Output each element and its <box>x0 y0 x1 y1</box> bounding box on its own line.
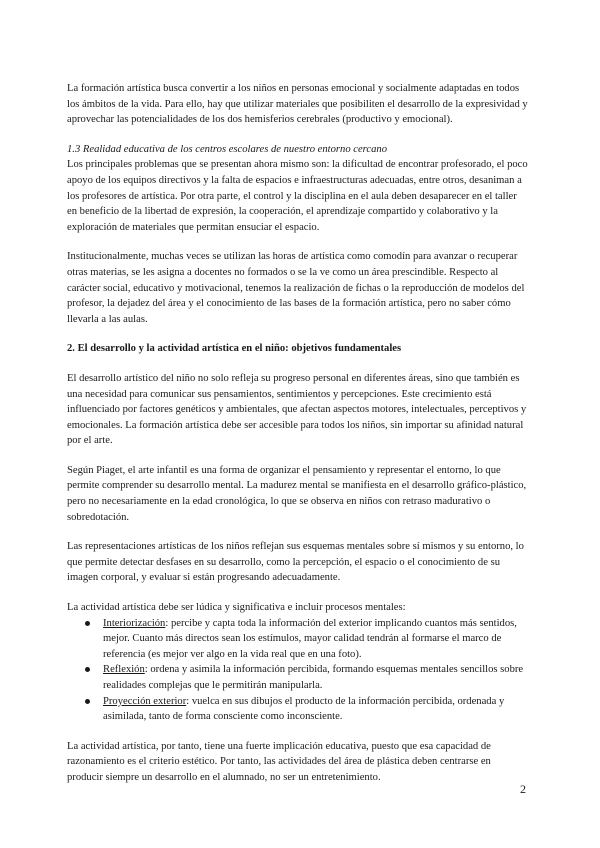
process-description: : vuelca en sus dibujos el producto de la información percibida, ordenada y asimilada, tanto de forma consciente como inconsciente. <box>103 695 505 723</box>
problems-paragraph: Los principales problemas que se presentan ahora mismo son: la dificultad de encontrar profesorado, el poco apoyo de los equipos directivos y la falta de espacios e infraestructuras adecuadas, entre otros, desaniman a los profesores de artística. Por otra parte, el control y la disciplina en el aula deben desaparecer en el taller en beneficio de la libertad de expresión, la cooperación, el aprendizaje compartido y colaborativo y la exploración de materiales que permitan ensuciar el espacio. <box>67 159 528 233</box>
development-paragraph: El desarrollo artístico del niño no solo refleja su progreso personal en diferentes áreas, sino que también es una necesidad para comunicar sus pensamientos, sentimientos y percepciones. Este crecimiento está influenciado por factores genéticos y ambientales, que afectan aspectos motores, intelectuales, perceptivos y emocionales. La formación artística debe ser accesible para todos los niños, sin importar su afinidad natural por el arte. <box>67 372 527 447</box>
subheading-1-3: 1.3 Realidad educativa de los centros escolares de nuestro entorno cercano <box>67 143 387 155</box>
list-item <box>67 616 529 663</box>
process-description: : percibe y capta toda la información del exterior implicando cuantos más sentidos, mejor. Cuanto más directos sean los estímulos, mayor calidad tendrán al formarse el marco de referencia (es mejor ver algo en la vida real que en una foto). <box>103 617 517 660</box>
list-item <box>67 694 529 725</box>
list-intro: La actividad artística debe ser lúdica y significativa e incluir procesos mentales: <box>67 602 406 614</box>
mental-processes-list <box>67 616 529 725</box>
bullet-icon <box>85 699 90 704</box>
page-body <box>67 81 529 800</box>
conclusion-paragraph: La actividad artística, por tanto, tiene una fuerte implicación educativa, puesto que esa capacidad de razonamiento es el criterio estético. Por tanto, las actividades del área de plástica deben centrarse en producir siempre un desarrollo en el alumnado, no ser un entretenimiento. <box>67 740 491 783</box>
representations-paragraph: Las representaciones artísticas de los niños reflejan sus esquemas mentales sobre sí mismos y su entorno, lo que permite detectar desfases en su desarrollo, como la percepción, el espacio o el conocimiento de su imagen corporal, y evaluar si están progresando adecuadamente. <box>67 541 524 584</box>
process-description: : ordena y asimila la información percibida, formando esquemas mentales sencillos sobre realidades complejas que le permitirán manipularla. <box>103 664 524 691</box>
process-term: Proyección exterior <box>103 695 187 707</box>
process-term: Interiorización <box>103 617 166 629</box>
bullet-icon <box>85 621 90 626</box>
institutional-paragraph: Institucionalmente, muchas veces se utilizan las horas de artística como comodín para avanzar o recuperar otras materias, se les asigna a docentes no formados o se la ve como un área prescindible. Respecto al carácter social, educativo y motivacional, tenemos la realización de fichas o la reproducción de modelos del profesor, la dejadez del área y el conocimiento de las bases de la formación artística, pero no saber cómo llevarla a las aulas. <box>67 251 525 325</box>
page-number: 2 <box>520 782 526 796</box>
process-term: Reflexión <box>103 664 145 676</box>
section-2-title: 2. El desarrollo y la actividad artística en el niño: objetivos fundamentales <box>67 343 402 355</box>
list-item <box>67 662 529 693</box>
bullet-icon <box>85 667 90 672</box>
piaget-paragraph: Según Piaget, el arte infantil es una forma de organizar el pensamiento y representar el entorno, lo que permite comprender su desarrollo mental. La madurez mental se manifiesta en el desarrollo gráfico-plástico, pero no necesariamente en la edad cronológica, lo que se observa en niños con retraso madurativo o sobredotación. <box>67 464 527 523</box>
intro-paragraph: La formación artística busca convertir a los niños en personas emocional y socialmente adaptadas en todos los ámbitos de la vida. Para ello, hay que utilizar materiales que posibiliten el desarrollo de la expresividad y aprovechar las potencialidades de los dos hemisferios cerebrales (productivo y emocional). <box>67 83 528 126</box>
